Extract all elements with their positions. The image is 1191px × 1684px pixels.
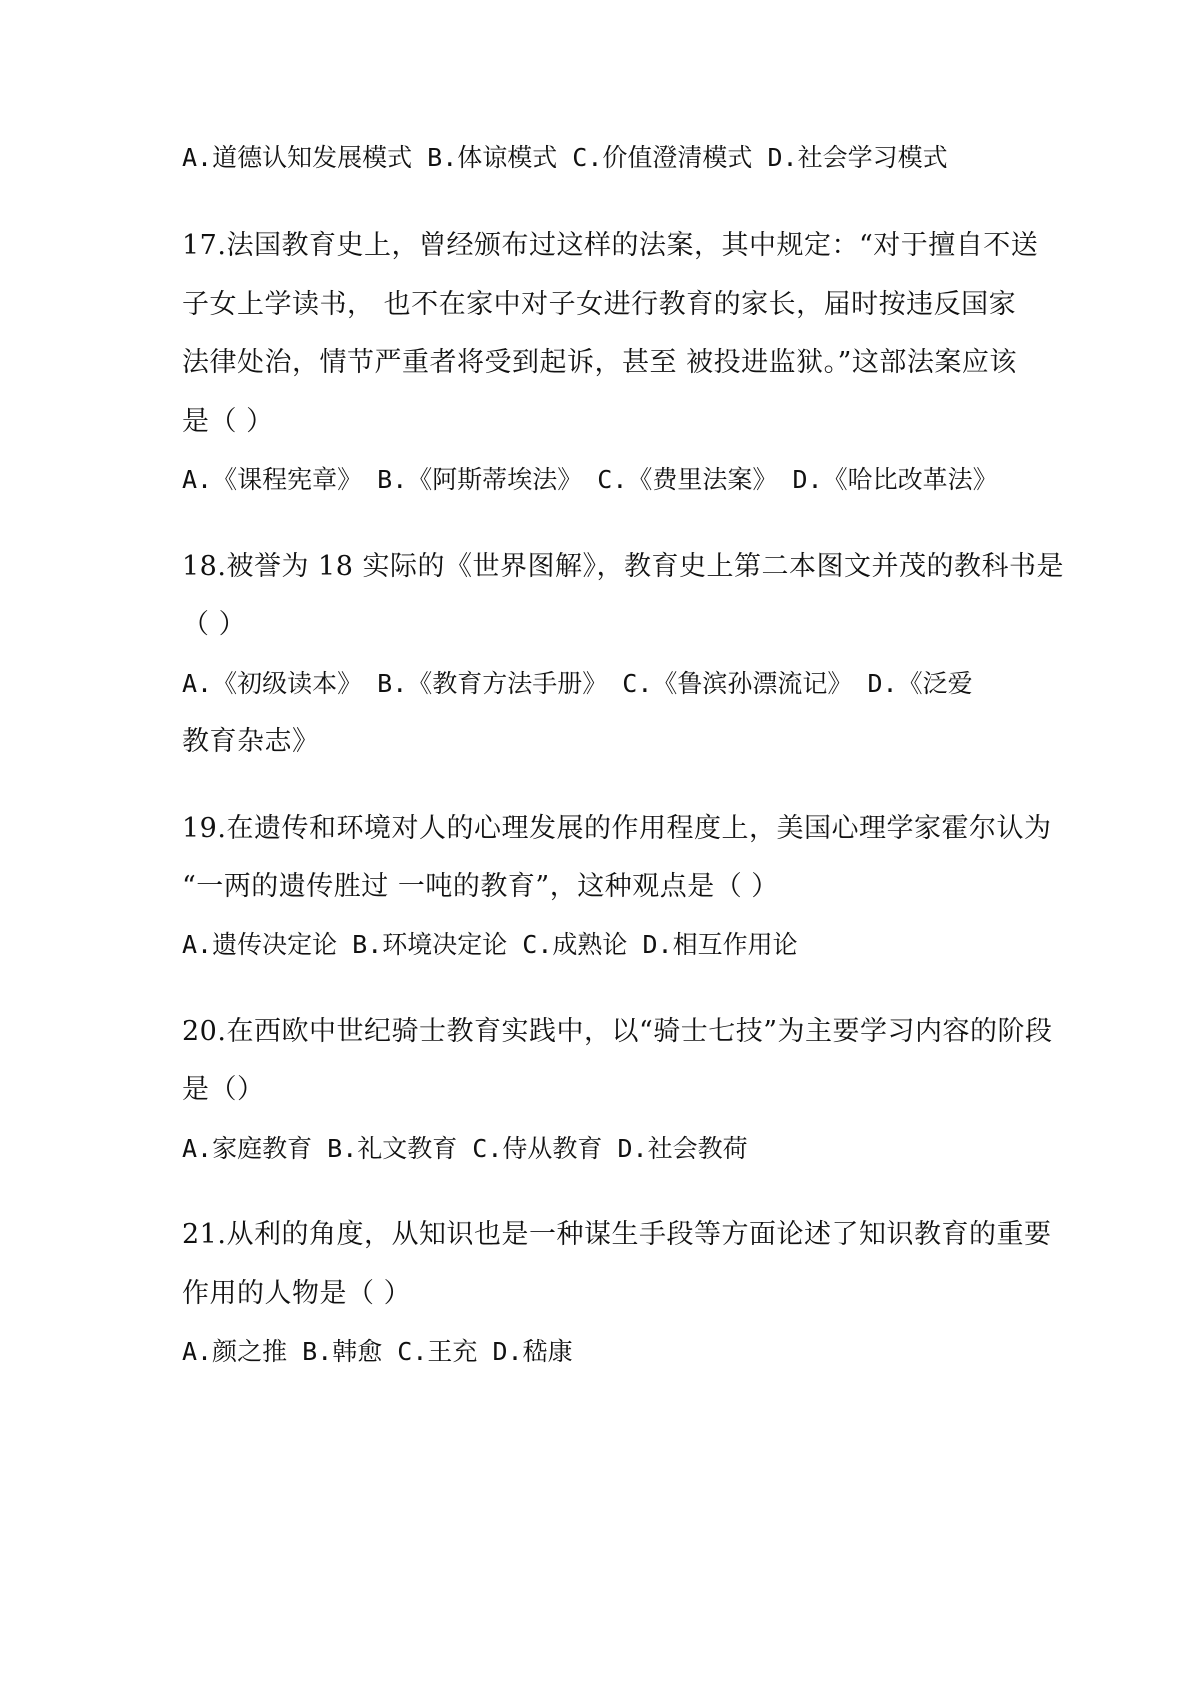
q20-stem-line-1: 20.在西欧中世纪骑士教育实践中，以“骑士七技”为主要学习内容的阶段 (182, 1016, 1053, 1047)
q18-stem-line-1: 18.被誉为 18 实际的《世界图解》，教育史上第二本图文并茂的教科书是 (182, 551, 1064, 582)
q17-stem-line-1: 17.法国教育史上，曾经颁布过这样的法案，其中规定：“对于擅自不送 (182, 230, 1039, 261)
q19-options: A.遗传决定论 B.环境决定论 C.成熟论 D.相互作用论 (182, 930, 798, 959)
q20-options: A.家庭教育 B.礼文教育 C.侍从教育 D.社会教荷 (182, 1134, 748, 1163)
q19-stem-line-1: 19.在遗传和环境对人的心理发展的作用程度上，美国心理学家霍尔认为 (182, 813, 1052, 844)
q20-stem-line-2: 是（） (182, 1074, 265, 1105)
q21-stem-line-1: 21.从利的角度，从知识也是一种谋生手段等方面论述了知识教育的重要 (182, 1219, 1052, 1250)
q18-stem-line-2: （ ） (182, 609, 247, 640)
q18-options-line-2: 教育杂志》 (182, 726, 320, 757)
q17-stem-line-2: 子女上学读书， 也不在家中对子女进行教育的家长，届时按违反国家 (182, 289, 1017, 320)
q17-stem-line-4: 是（ ） (182, 406, 274, 437)
q21-stem-line-2: 作用的人物是（ ） (182, 1278, 412, 1309)
q17-stem-line-3: 法律处治，情节严重者将受到起诉，甚至 被投进监狱。”这部法案应该 (182, 347, 1017, 378)
q17-options: A.《课程宪章》 B.《阿斯蒂埃法》 C.《费里法案》 D.《哈比改革法》 (182, 465, 998, 494)
q21-options: A.颜之推 B.韩愈 C.王充 D.嵇康 (182, 1337, 573, 1366)
q16-options: A.道德认知发展模式 B.体谅模式 C.价值澄清模式 D.社会学习模式 (182, 143, 948, 172)
q18-options-line-1: A.《初级读本》 B.《教育方法手册》 C.《鲁滨孙漂流记》 D.《泛爱 (182, 669, 973, 698)
q19-stem-line-2: “一两的遗传胜过 一吨的教育”，这种观点是（ ） (182, 871, 779, 902)
